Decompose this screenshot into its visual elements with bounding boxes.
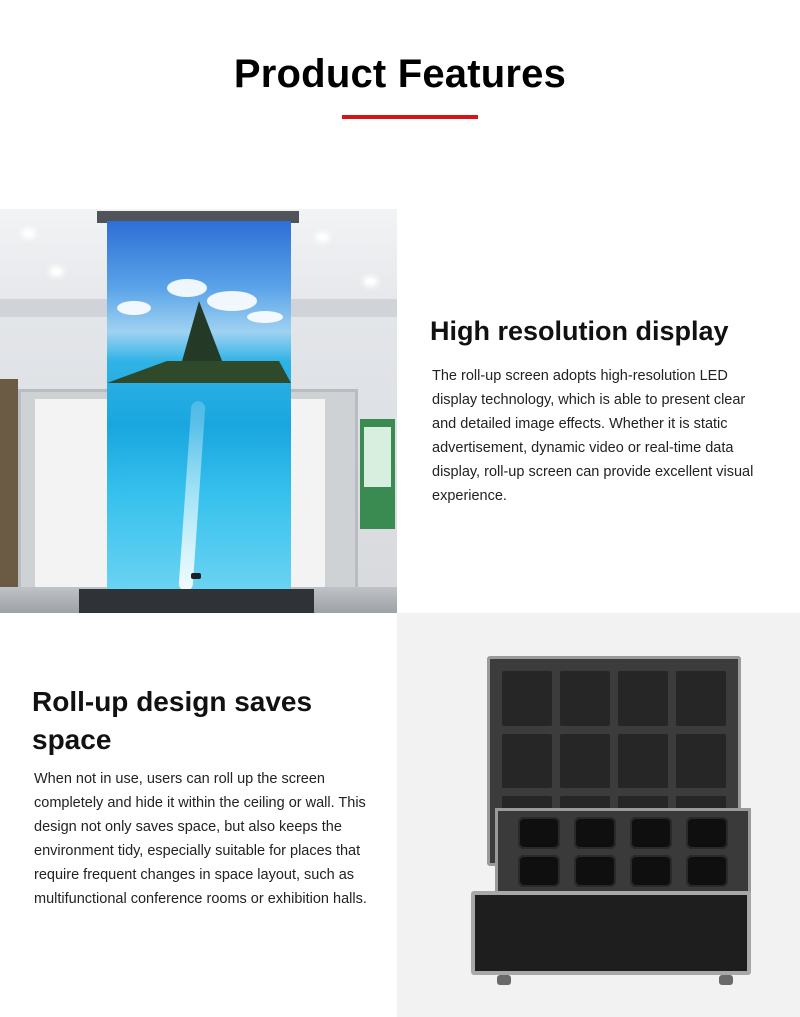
foam-cell bbox=[502, 734, 552, 789]
page-title: Product Features bbox=[233, 52, 567, 96]
ceiling-light bbox=[52, 269, 61, 274]
cloud bbox=[167, 279, 207, 297]
foam-cell bbox=[618, 671, 668, 726]
foam-cell bbox=[560, 734, 610, 789]
wall-poster-inner bbox=[364, 427, 391, 487]
foam-cell bbox=[560, 671, 610, 726]
led-module bbox=[518, 855, 560, 887]
led-module bbox=[686, 855, 728, 887]
high-resolution-title: High resolution display bbox=[430, 316, 729, 346]
rollup-title: Roll-up design saves space bbox=[32, 686, 313, 755]
led-screen bbox=[107, 221, 291, 591]
led-screen-photo bbox=[0, 209, 397, 613]
led-module bbox=[574, 817, 616, 849]
led-module bbox=[630, 855, 672, 887]
case-tray bbox=[495, 808, 751, 896]
cloud bbox=[247, 311, 283, 323]
ceiling-light bbox=[24, 231, 33, 236]
screen-base-box bbox=[79, 589, 314, 613]
led-module bbox=[686, 817, 728, 849]
rollup-body: When not in use, users can roll up the screen completely and hide it within the ceiling or wall. This design not only saves space, but also keeps the environment tidy, especially suitable for places that require frequent changes in space layout, such as multifunctional conference rooms or exhibition halls. bbox=[34, 771, 367, 907]
side-post bbox=[0, 379, 18, 613]
case-body bbox=[471, 891, 751, 975]
high-resolution-body: The roll-up screen adopts high-resolution LED display technology, which is able to present clear and detailed image effects. Whether it is static advertisement, dynamic video or real-time data display, roll-up screen can provide excellent visual experience. bbox=[432, 368, 754, 504]
ceiling-light bbox=[366, 279, 375, 284]
cloud bbox=[117, 301, 151, 315]
case-wheel bbox=[719, 975, 733, 985]
module-grid bbox=[518, 817, 728, 887]
island bbox=[107, 361, 291, 383]
led-module bbox=[630, 817, 672, 849]
flight-case-photo bbox=[397, 613, 800, 1017]
led-module bbox=[574, 855, 616, 887]
foam-cell bbox=[502, 671, 552, 726]
title-underline bbox=[342, 115, 478, 119]
foam-cell bbox=[676, 734, 726, 789]
led-module bbox=[518, 817, 560, 849]
ceiling-light bbox=[318, 235, 327, 240]
foam-cell bbox=[676, 671, 726, 726]
boat bbox=[191, 573, 201, 579]
foam-cell bbox=[618, 734, 668, 789]
case-wheel bbox=[497, 975, 511, 985]
boat-wake bbox=[178, 401, 205, 592]
